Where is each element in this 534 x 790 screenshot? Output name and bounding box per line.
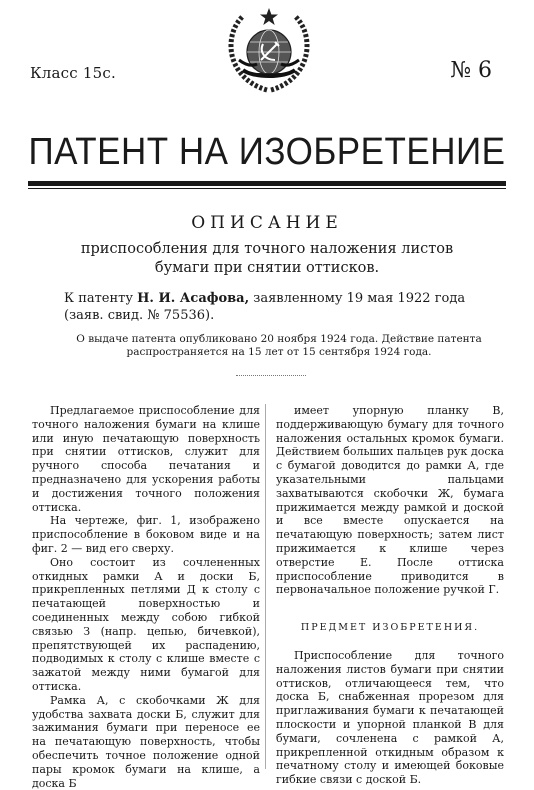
left-column — [32, 404, 260, 790]
left-paragraph-4: Рамка А, с скобочками Ж для удобства захвата доски Б, служит для зажимания бумаги при переносе ее на печатающую поверхность, чтобы обеспечить точное положение одной пары кромок бумаги на клише, а доска Б — [32, 693, 260, 790]
patent-number: № 6 — [450, 58, 492, 83]
title-rule-thick — [28, 181, 506, 186]
right-column — [276, 404, 504, 787]
column-divider — [265, 404, 266, 769]
left-paragraph-1: Предлагаемое приспособление для точного наложения бумаги на клише или иную печатающую поверхность при снятии оттисков, служит для ручного способа печатания и предназначено для ускорения работы и достижения точного положения оттиска. — [32, 404, 260, 514]
separator-dots — [236, 375, 306, 377]
left-paragraph-3: Оно состоит из сочлененных откидных рамки А и доски Б, прикрепленных петлями Д к столу с печатающей поверхностью и соединенных между собою гибкой связью З (напр. цепью, бичевкой), препятствующей их распадению, подводимых к столу с клише вместе с зажатой между ними бумагой для оттиска. — [32, 555, 260, 693]
publication-note: О выдаче патента опубликовано 20 ноября 1924 года. Действие патента распространяется на 15 лет от 15 сентября 1924 года. — [76, 333, 482, 358]
subject-heading: ПРЕДМЕТ ИЗОБРЕТЕНИЯ. — [300, 622, 480, 634]
patent-to-prefix: К патенту — [64, 291, 133, 306]
right-paragraph-1: имеет упорную планку В, поддерживающую бумагу для точного наложения остальных кромок бумаги. Действием больших пальцев рук доска с бумагой доводится до рамки А, где указательными пальцами захватываются скобочки Ж, бумага прижимается между рамкой и доской и все вместе опускается на печатающую поверхность; затем лист прижимается к клише через отверстие Е. После оттиска приспособление приводится в первоначальное положение ручкой Г. — [276, 404, 504, 597]
patent-title: ПАТЕНТ НА ИЗОБРЕТЕНИЕ — [28, 130, 506, 173]
right-paragraph-2: Приспособление для точного наложения листов бумаги при снятии оттисков, отличающееся тем, что доска Б, снабженная прорезом для приглаживания бумаги к печатающей плоскости и упорной планкой В для бумаги, сочленена с рамкой А, прикрепленной откидным образом к печатному столу и имеющей боковые гибкие связи с доской Б. — [276, 648, 504, 787]
coat-of-arms-emblem — [223, 4, 315, 96]
class-label: Класс 15с. — [30, 64, 116, 82]
patent-reference — [64, 290, 494, 324]
inventor-name: Н. И. Асафова, — [137, 291, 250, 306]
patent-to-suffix: заявленному 19 мая 1922 года (заяв. свид. № 75536). — [64, 291, 466, 323]
description-heading: ОПИСАНИЕ — [191, 213, 343, 233]
left-paragraph-2: На чертеже, фиг. 1, изображено приспособление в боковом виде и на фиг. 2 — вид его сверху. — [32, 514, 260, 555]
title-rule-thin — [28, 188, 506, 189]
description-subtitle: приспособления для точного наложения листов бумаги при снятии оттисков. — [80, 241, 454, 276]
